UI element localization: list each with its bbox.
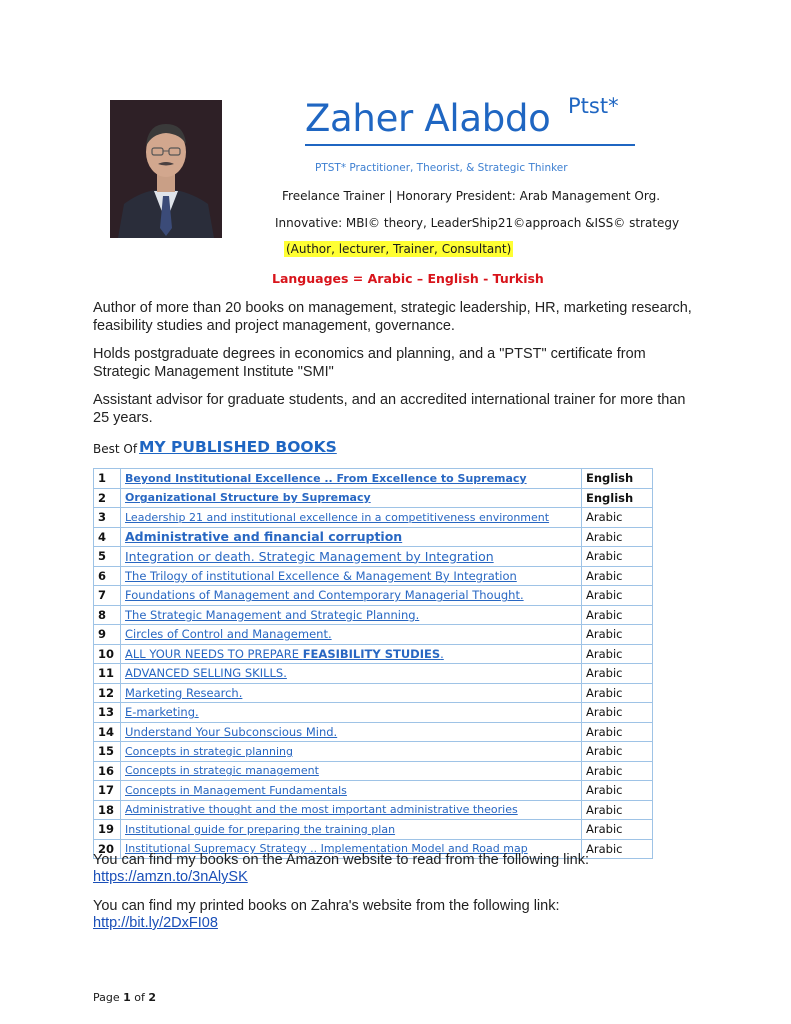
table-row [94, 469, 653, 489]
books-table [93, 468, 653, 859]
portrait-image [110, 100, 222, 238]
book-title-link[interactable]: Concepts in strategic management [121, 761, 582, 781]
book-number: 11 [94, 664, 121, 684]
book-title-link[interactable]: Integration or death. Strategic Management by Integration [121, 547, 582, 567]
table-row [94, 683, 653, 703]
table-row [94, 586, 653, 606]
book-language: Arabic [582, 586, 653, 606]
book-language: Arabic [582, 703, 653, 723]
book-title-link[interactable]: Beyond Institutional Excellence .. From Excellence to Supremacy [121, 469, 582, 489]
book-number: 2 [94, 488, 121, 508]
book-language: Arabic [582, 664, 653, 684]
table-row [94, 508, 653, 528]
book-number: 8 [94, 605, 121, 625]
book-title-link[interactable]: E-marketing. [121, 703, 582, 723]
table-row [94, 781, 653, 801]
book-title-link[interactable]: Leadership 21 and institutional excellence in a competitiveness environment [121, 508, 582, 528]
bio-paragraph-degrees: Holds postgraduate degrees in economics and planning, and a "PTST" certificate from Strategic Management Institute "SMI" [93, 346, 646, 380]
book-number: 15 [94, 742, 121, 762]
book-language: Arabic [582, 839, 653, 859]
book-number: 1 [94, 469, 121, 489]
amazon-link[interactable]: https://amzn.to/3nAlySK [93, 869, 248, 885]
book-language: Arabic [582, 683, 653, 703]
author-position: Freelance Trainer | Honorary President: Arab Management Org. [282, 189, 661, 203]
of-word: of [134, 991, 145, 1004]
book-number: 20 [94, 839, 121, 859]
book-title-link[interactable]: Administrative thought and the most important administrative theories [121, 800, 582, 820]
book-language: Arabic [582, 820, 653, 840]
book-number: 13 [94, 703, 121, 723]
book-language: Arabic [582, 742, 653, 762]
book-language: Arabic [582, 527, 653, 547]
book-title-link[interactable]: Concepts in Management Fundamentals [121, 781, 582, 801]
book-language: Arabic [582, 761, 653, 781]
book-language: Arabic [582, 781, 653, 801]
table-row [94, 547, 653, 567]
book-title-link[interactable]: ADVANCED SELLING SKILLS. [121, 664, 582, 684]
page-footer [93, 991, 156, 1004]
page-word: Page [93, 991, 120, 1004]
book-language: Arabic [582, 800, 653, 820]
best-of-label: Best Of [93, 442, 138, 456]
author-name: Zaher Alabdo [305, 97, 551, 140]
book-title-prefix: ALL YOUR NEEDS TO PREPARE [125, 646, 303, 661]
name-heading [305, 94, 635, 146]
author-roles-highlight: (Author, lecturer, Trainer, Consultant) [286, 242, 512, 256]
table-row [94, 625, 653, 645]
book-title-link[interactable]: Administrative and financial corruption [121, 527, 582, 547]
zahra-link-intro: You can find my printed books on Zahra's website from the following link: [93, 898, 560, 914]
book-title-link[interactable]: Marketing Research. [121, 683, 582, 703]
book-title-link[interactable]: Understand Your Subconscious Mind. [121, 722, 582, 742]
published-books-heading[interactable]: MY PUBLISHED BOOKS [139, 438, 337, 456]
book-number: 19 [94, 820, 121, 840]
author-languages: Languages = Arabic – English - Turkish [272, 271, 544, 286]
page-total: 2 [148, 991, 157, 1004]
book-title-link[interactable]: Institutional guide for preparing the training plan [121, 820, 582, 840]
book-number: 6 [94, 566, 121, 586]
book-language: Arabic [582, 508, 653, 528]
book-title-link[interactable] [121, 644, 582, 664]
book-number: 10 [94, 644, 121, 664]
book-number: 4 [94, 527, 121, 547]
book-language: Arabic [582, 722, 653, 742]
table-row [94, 800, 653, 820]
author-name-suffix: Ptst* [568, 94, 619, 118]
book-title-link[interactable]: Concepts in strategic planning [121, 742, 582, 762]
author-subtitle: PTST* Practitioner, Theorist, & Strategic Thinker [315, 162, 568, 174]
table-row [94, 488, 653, 508]
book-title-link[interactable]: Organizational Structure by Supremacy [121, 488, 582, 508]
book-number: 9 [94, 625, 121, 645]
table-row [94, 703, 653, 723]
book-title-link[interactable]: Circles of Control and Management. [121, 625, 582, 645]
table-row [94, 605, 653, 625]
bio-paragraph-books: Author of more than 20 books on management, strategic leadership, HR, marketing research, feasibility studies and project management, governance. [93, 300, 692, 334]
page-number: 1 [123, 991, 131, 1004]
amazon-link-intro: You can find my books on the Amazon website to read from the following link: [93, 852, 589, 868]
table-row [94, 722, 653, 742]
book-language: Arabic [582, 566, 653, 586]
book-number: 14 [94, 722, 121, 742]
book-language: Arabic [582, 644, 653, 664]
book-number: 12 [94, 683, 121, 703]
book-title-link[interactable]: The Trilogy of institutional Excellence & Management By Integration [121, 566, 582, 586]
table-row [94, 644, 653, 664]
book-title-link[interactable]: Foundations of Management and Contemporary Managerial Thought. [121, 586, 582, 606]
book-language: Arabic [582, 625, 653, 645]
zahra-link[interactable]: http://bit.ly/2DxFI08 [93, 915, 218, 931]
book-title-suffix: . [440, 646, 444, 661]
book-title-link[interactable]: Institutional Supremacy Strategy .. Implementation Model and Road map [121, 839, 582, 859]
book-number: 5 [94, 547, 121, 567]
table-row [94, 566, 653, 586]
book-number: 18 [94, 800, 121, 820]
book-number: 16 [94, 761, 121, 781]
table-row [94, 742, 653, 762]
book-number: 3 [94, 508, 121, 528]
book-number: 7 [94, 586, 121, 606]
book-number: 17 [94, 781, 121, 801]
table-row [94, 664, 653, 684]
table-row [94, 820, 653, 840]
book-language: English [582, 488, 653, 508]
author-photo [110, 100, 222, 238]
book-title-bold: FEASIBILITY STUDIES [302, 646, 441, 661]
book-language: Arabic [582, 547, 653, 567]
book-language: Arabic [582, 605, 653, 625]
author-innovations: Innovative: MBI© theory, LeaderShip21©approach &ISS© strategy [275, 216, 680, 230]
book-language: English [582, 469, 653, 489]
book-title-link[interactable]: The Strategic Management and Strategic Planning. [121, 605, 582, 625]
table-row [94, 527, 653, 547]
table-row [94, 761, 653, 781]
bio-paragraph-advisor: Assistant advisor for graduate students, and an accredited international trainer for more than 25 years. [93, 392, 686, 426]
